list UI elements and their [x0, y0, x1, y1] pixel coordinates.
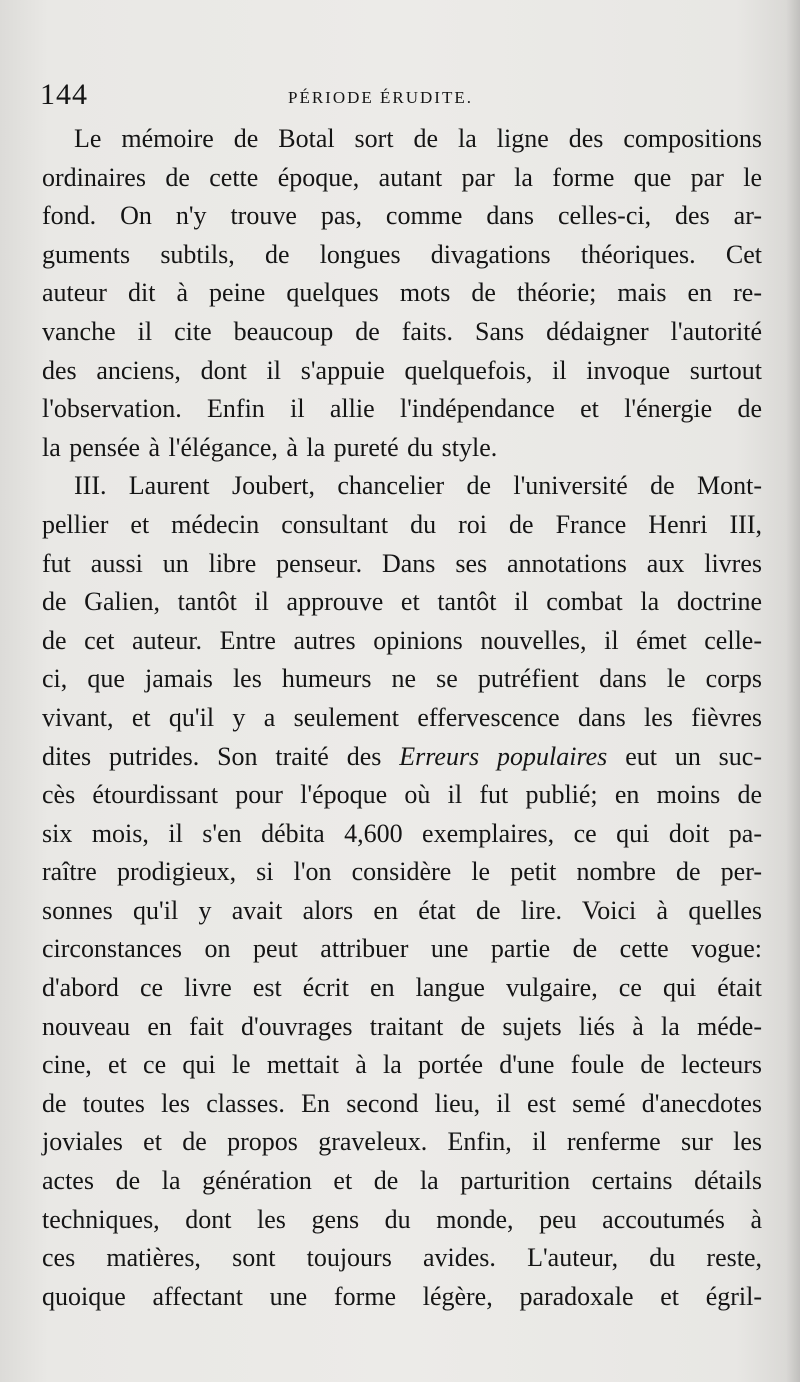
- text-line: de toutes les classes. En second lieu, il est semé d'anecdotes: [42, 1088, 762, 1118]
- text-line-with-title: [42, 738, 762, 777]
- text-line: joviales et de propos graveleux. Enfin, il renferme sur les: [42, 1127, 762, 1157]
- text-line: III. Laurent Joubert, chancelier de l'université de Mont-: [74, 471, 762, 501]
- text-line: circonstances on peut attribuer une partie de cette vogue:: [42, 934, 762, 964]
- text-line: sonnes qu'il y avait alors en état de lire. Voici à quelles: [42, 895, 762, 925]
- running-head: PÉRIODE ÉRUDITE.: [288, 88, 473, 107]
- text-line: ces matières, sont toujours avides. L'auteur, du reste,: [42, 1243, 762, 1273]
- text-line: d'abord ce livre est écrit en langue vulgaire, ce qui était: [42, 973, 762, 1003]
- text-line: techniques, dont les gens du monde, peu accoutumés à: [42, 1204, 762, 1234]
- page-edge-shadow: [786, 0, 800, 1382]
- text-segment: dites putrides. Son traité des: [42, 741, 382, 771]
- page-header: [40, 78, 760, 118]
- text-line: pellier et médecin consultant du roi de France Henri III,: [42, 509, 762, 539]
- text-line: nouveau en fait d'ouvrages traitant de sujets liés à la méde-: [42, 1011, 762, 1041]
- text-line: fond. On n'y trouve pas, comme dans celles-ci, des ar-: [42, 201, 762, 231]
- text-line: actes de la génération et de la parturition certains détails: [42, 1166, 762, 1196]
- text-line: la pensée à l'élégance, à la pureté du style.: [42, 432, 498, 462]
- text-line: raître prodigieux, si l'on considère le petit nombre de per-: [42, 857, 762, 887]
- text-line: des anciens, dont il s'appuie quelquefois, il invoque surtout: [42, 355, 762, 385]
- body-text: [42, 120, 762, 1316]
- text-line: vanche il cite beaucoup de faits. Sans dédaigner l'autorité: [42, 316, 762, 346]
- text-line: auteur dit à peine quelques mots de théorie; mais en re-: [42, 278, 762, 308]
- text-line: cine, et ce qui le mettait à la portée d'une foule de lecteurs: [42, 1050, 762, 1080]
- text-line: ordinaires de cette époque, autant par la forme que par le: [42, 162, 762, 192]
- text-line: ci, que jamais les humeurs ne se putréfient dans le corps: [42, 664, 762, 694]
- text-line: de Galien, tantôt il approuve et tantôt il combat la doctrine: [42, 587, 762, 617]
- text-line: de cet auteur. Entre autres opinions nouvelles, il émet celle-: [42, 625, 762, 655]
- text-line: guments subtils, de longues divagations théoriques. Cet: [42, 239, 762, 269]
- italic-book-title: Erreurs populaires: [399, 741, 608, 771]
- page-number: 144: [40, 78, 88, 111]
- text-line: quoique affectant une forme légère, paradoxale et égril-: [42, 1281, 762, 1311]
- text-line: Le mémoire de Botal sort de la ligne des compositions: [74, 124, 762, 153]
- text-line: l'observation. Enfin il allie l'indépendance et l'énergie de: [42, 394, 762, 424]
- text-segment: eut un suc-: [625, 741, 763, 771]
- text-line: cès étourdissant pour l'époque où il fut publié; en moins de: [42, 780, 762, 810]
- text-line: six mois, il s'en débita 4,600 exemplaires, ce qui doit pa-: [42, 818, 762, 848]
- text-line: fut aussi un libre penseur. Dans ses annotations aux livres: [42, 548, 762, 578]
- text-line: vivant, et qu'il y a seulement effervescence dans les fièvres: [42, 702, 762, 732]
